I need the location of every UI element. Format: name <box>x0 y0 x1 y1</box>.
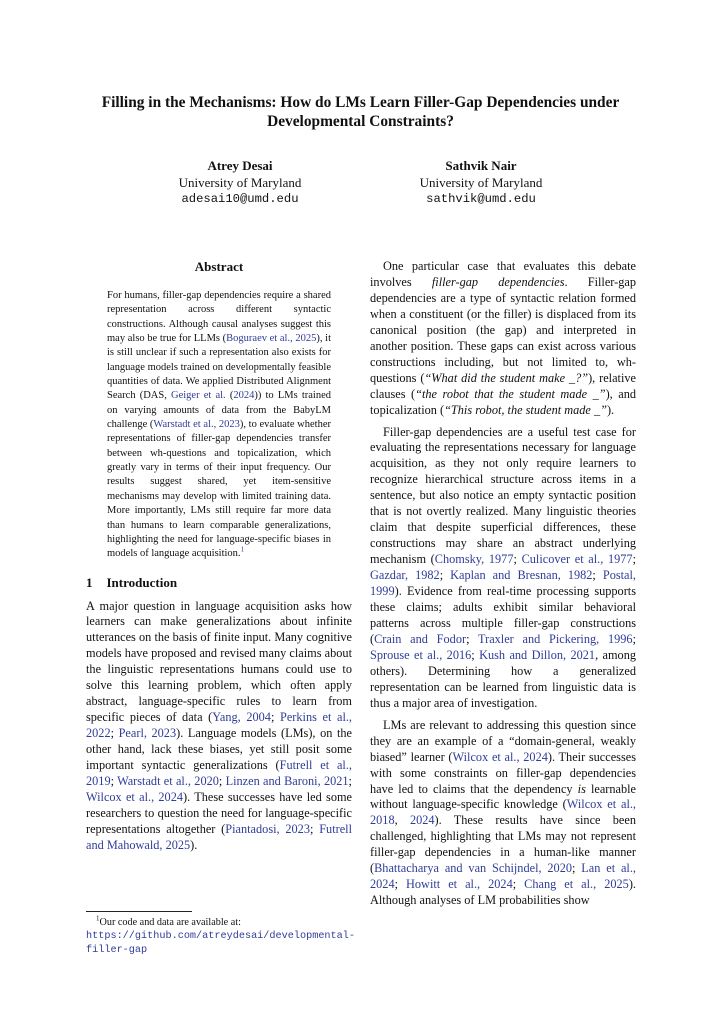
emphasis-text: is <box>577 781 586 796</box>
citation-link[interactable]: Boguraev et al., 2025 <box>226 333 317 345</box>
emphasis-text: “What did the student make _?” <box>424 370 589 385</box>
citation-link[interactable]: Chang et al., 2025 <box>524 877 629 892</box>
body-paragraph: LMs are relevant to addressing this question since they are an example of a “domain-general, weakly biased” learner (Wilcox et al., 2024). Their successes with some constraints on filler-gap dependencies have led to claims that the dependency is learnable without language-specific knowledge (Wilcox et al., 2018, 2024). These results have since been challenged, highlighting that LMs may not represent filler-gap dependencies in a human-like manner (Bhattacharya and van Schijndel, 2020; Lan et al., 2024; Howitt et al., 2024; Chang et al., 2025). Although analyses of LM probabilities show <box>370 717 637 908</box>
citation-link[interactable]: Warstadt et al., 2020 <box>117 774 219 789</box>
citation-link[interactable]: Piantadosi, 2023 <box>225 821 310 836</box>
emphasis-text: “the robot that the student made _” <box>415 386 606 401</box>
author-email[interactable]: sathvik@umd.edu <box>426 192 536 206</box>
abstract-heading: Abstract <box>194 259 244 274</box>
paper-title: Filling in the Mechanisms: How do LMs Learn Filler-Gap Dependencies under Developmental Constraints? <box>101 94 620 130</box>
citation-link[interactable]: Pearl, 2023 <box>118 726 177 741</box>
author-name: Atrey Desai <box>207 158 273 173</box>
author-block-2 <box>361 157 601 208</box>
footnote-url[interactable]: https://github.com/atreydesai/developmental-filler-gap <box>86 931 355 956</box>
citation-link[interactable]: Wilcox et al., 2024 <box>86 789 184 804</box>
citation-link[interactable]: Futrell et al., 2019 <box>86 758 353 789</box>
author-affiliation: University of Maryland <box>178 175 302 190</box>
author-block-1 <box>120 157 360 208</box>
citation-link[interactable]: Geiger et al. <box>171 390 226 402</box>
citation-link[interactable]: Yang, 2004 <box>212 710 271 725</box>
citation-link[interactable]: 2024 <box>409 813 435 828</box>
citation-link[interactable]: Howitt et al., 2024 <box>406 877 513 892</box>
citation-link[interactable]: Sprouse et al., 2016 <box>370 647 472 662</box>
author-name: Sathvik Nair <box>445 158 517 173</box>
section-number: 1 <box>86 574 93 590</box>
citation-link[interactable]: Bhattacharya and van Schijndel, 2020 <box>374 861 572 876</box>
author-affiliation: University of Maryland <box>419 175 543 190</box>
body-paragraph: One particular case that evaluates this debate involves filler-gap dependencies. Filler-gap dependencies are a type of syntactic relation formed when a constituent (or the filler) is displaced from its canonical position (the gap) and interpreted in another position. These gaps can exist across various constructions including, but not limited to, wh-questions (“What did the student make _?”), relative clauses (“the robot that the student made _”), and topicalization (“This robot, the student made _”). <box>370 259 637 417</box>
footnote-area <box>86 911 355 957</box>
citation-link[interactable]: Crain and Fodor <box>374 631 467 646</box>
body-paragraph: A major question in language acquisition asks how learners can make generalizations about infinite utterances on the basis of finite input. Many cognitive models have proposed and revised many claims about the linguistic representations humans could use to solve this learning problem, which often apply abstract, language-specific rules to learn from specific pieces of data (Yang, 2004; Perkins et al., 2022; Pearl, 2023). Language models (LMs), on the other hand, lack these biases, yet still posit some important syntactic generalizations (Futrell et al., 2019; Warstadt et al., 2020; Linzen and Baroni, 2021; Wilcox et al., 2024). These successes have led some researchers to question the need for language-specific representations altogether (Piantadosi, 2023; Futrell and Mahowald, 2025). <box>86 598 353 852</box>
body-paragraph: Filler-gap dependencies are a useful test case for evaluating the representations necessary for language acquisition, as they not only require learners to recognize hierarchical structure across items in a sentence, but also notice an empty syntactic position that is not overtly realized. Many linguistic theories claim that despite superficial differences, these constructions may share an abstract underlying mechanism (Chomsky, 1977; Culicover et al., 1977; Gazdar, 1982; Kaplan and Bresnan, 1982; Postal, 1999). Evidence from real-time processing supports these claims; adults exhibit similar behavioral patterns across multiple filler-gap constructions (Crain and Fodor; Traxler and Pickering, 1996; Sprouse et al., 2016; Kush and Dillon, 2021, among others). Determining how a generalized representation can be learned from linguistic data is thus a major area of investigation. <box>370 424 637 710</box>
author-email[interactable]: adesai10@umd.edu <box>181 192 299 206</box>
section-heading <box>86 575 352 591</box>
footnote-rule <box>86 911 192 912</box>
citation-link[interactable]: Wilcox et al., 2024 <box>452 749 548 764</box>
citation-link[interactable]: Lan et al., 2024 <box>370 861 636 892</box>
citation-link[interactable]: 2024 <box>233 390 255 402</box>
citation-link[interactable]: Linzen and Baroni, 2021 <box>225 774 349 789</box>
citation-link[interactable]: Kush and Dillon, 2021 <box>479 647 596 662</box>
citation-link[interactable]: Culicover et al., 1977 <box>521 552 633 567</box>
footnote-ref[interactable]: 1 <box>240 545 245 554</box>
footnote-marker: 1 <box>96 914 100 923</box>
abstract-body: For humans, filler-gap dependencies require a shared representation across different syntactic constructions. Although causal analyses suggest this may also be true for LLMs (Boguraev et al., 2025), it is still unclear if such a representation also exists for language models trained on developmentally feasible quantities of data. We applied Distributed Alignment Search (DAS, Geiger et al. (2024)) to LMs trained on varying amounts of data from the BabyLM challenge (Warstadt et al., 2023), to evaluate whether representations of filler-gap dependencies transfer between wh-questions and topicalization, which greatly vary in terms of their input frequency. Our results suggest shared, yet item-sensitive mechanisms may develop with limited training data. More importantly, LMs still require far more data than humans to learn comparable generalizations, highlighting the need for language-specific biases in models of language acquisition.$^1$ <box>107 290 331 560</box>
section-title: Introduction <box>106 574 178 590</box>
citation-link[interactable]: Gazdar, 1982 <box>370 568 440 583</box>
citation-link[interactable]: Chomsky, 1977 <box>434 552 514 567</box>
emphasis-text: “This robot, the student made _” <box>444 402 607 417</box>
citation-link[interactable]: Postal, 1999 <box>370 568 636 599</box>
citation-link[interactable]: Kaplan and Bresnan, 1982 <box>450 568 593 583</box>
footnote-text: Our code and data are available at: <box>99 917 241 928</box>
citation-link[interactable]: Warstadt et al., 2023 <box>153 419 240 431</box>
left-column <box>86 258 352 854</box>
footnote <box>86 914 355 957</box>
right-column <box>370 259 636 909</box>
citation-link[interactable]: Traxler and Pickering, 1996 <box>478 631 633 646</box>
citation-link[interactable]: Wilcox et al., 2018 <box>370 797 637 828</box>
emphasis-text: filler-gap dependencies <box>431 274 565 289</box>
citation-link[interactable]: Perkins et al., 2022 <box>86 710 353 741</box>
citation-link[interactable]: Futrell and Mahowald, 2025 <box>86 821 352 852</box>
